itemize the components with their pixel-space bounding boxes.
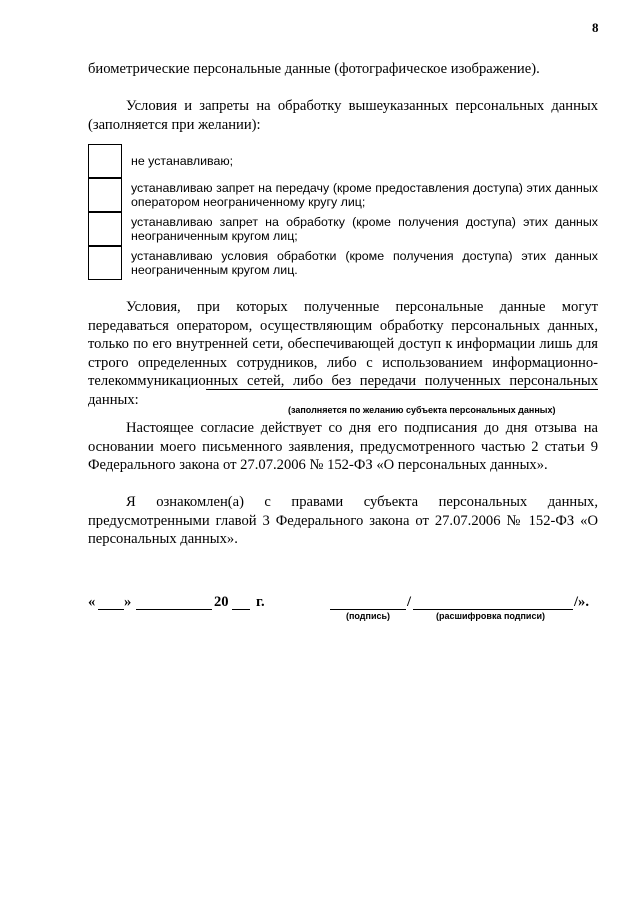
signature-slash: / [407, 594, 412, 610]
signature-end: /». [574, 594, 589, 610]
option-label: устанавливаю запрет на передачу (кроме предоставления доступа) этих данных оператором неограниченному кругу лиц; [131, 180, 598, 209]
day-field[interactable] [98, 594, 124, 610]
signature-decode-caption: (расшифровка подписи) [436, 611, 545, 621]
year-suffix: г. [256, 594, 265, 610]
option-row [88, 178, 598, 212]
paragraph-transfer-conditions: Условия, при которых полученные персональные данные могут передаваться оператором, осуществляющим обработку персональных данных, только по его внутренней сети, обеспечивающей доступ к информации лишь для строго определенных сотрудников, либо с использованием информационно-телекоммуникационных сетей, либо без передачи полученных персональных данных: [88, 299, 598, 408]
signature-field[interactable] [330, 594, 406, 610]
options-table [88, 144, 598, 280]
checkbox-option-3[interactable] [88, 212, 122, 246]
transfer-conditions-field[interactable] [206, 389, 598, 390]
option-label: устанавливаю запрет на обработку (кроме получения доступа) этих данных неограниченным кругом лиц; [131, 214, 598, 243]
transfer-conditions-caption: (заполняется по желанию субъекта персональных данных) [288, 405, 556, 415]
page-number: 8 [592, 20, 599, 35]
year-field[interactable] [232, 594, 250, 610]
paragraph-conditions-intro: Условия и запреты на обработку вышеуказанных персональных данных (заполняется при желании): [88, 98, 598, 133]
option-row [88, 212, 598, 246]
date-quote-close: » [124, 594, 132, 610]
month-field[interactable] [136, 594, 212, 610]
date-quote-open: « [88, 594, 96, 610]
paragraph-biometric: биометрические персональные данные (фотографическое изображение). [88, 61, 540, 77]
paragraph-validity: Настоящее согласие действует со дня его подписания до дня отзыва на основании моего письменного заявления, предусмотренного частью 2 статьи 9 Федерального закона от 27.07.2006 № 152-ФЗ «О персональных данных». [88, 420, 598, 473]
paragraph-rights: Я ознакомлен(а) с правами субъекта персональных данных, предусмотренными главой 3 Федерального закона от 27.07.2006 № 152-ФЗ «О персональных данных». [88, 494, 598, 547]
option-label: не устанавливаю; [131, 153, 234, 168]
signature-caption: (подпись) [346, 611, 391, 621]
option-row [88, 246, 598, 280]
checkbox-option-2[interactable] [88, 178, 122, 212]
checkbox-option-4[interactable] [88, 246, 122, 280]
checkbox-option-1[interactable] [88, 144, 122, 178]
signature-decode-field[interactable] [413, 594, 573, 610]
option-label: устанавливаю условия обработки (кроме получения доступа) этих данных неограниченным кругом лиц. [131, 248, 598, 277]
year-prefix: 20 [214, 594, 229, 610]
option-row [88, 144, 598, 178]
